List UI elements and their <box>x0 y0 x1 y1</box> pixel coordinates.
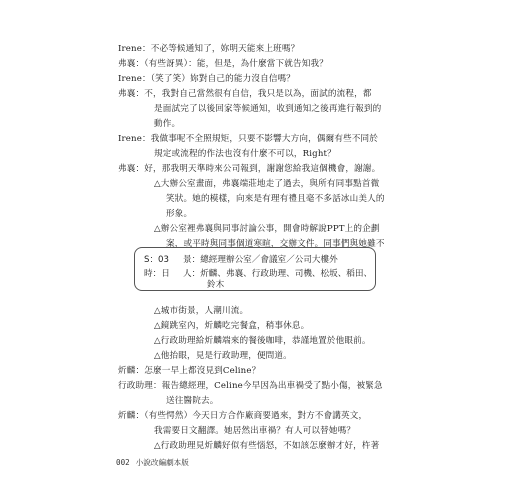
dialogue-line: Irene：不必等候通知了，妳明天能來上班嗎？ <box>118 44 300 54</box>
dialogue-continuation: 我需要日文翻譯。她居然出車禍？有人可以替她嗎？ <box>154 426 356 436</box>
stage-direction-continuation: 笑狀。她的模樣，向來是有理有禮且毫不多話冰山美人的 <box>166 194 385 204</box>
stage-direction-continuation: 案，或平時與同事個道寒暄，交辦文件。同事們與她雖不 <box>166 239 385 249</box>
scene-people-continued: 鈴木 <box>207 280 225 290</box>
scene-number: S：03 <box>144 255 169 265</box>
stage-direction: △行政助理見炘麟好似有些惱怒，不如該怎麼辦才好，杵著 <box>154 441 380 451</box>
dialogue-line: 行政助理：報告總經理，Celine今早因為出車禍受了點小傷，被緊急 <box>118 381 383 391</box>
page-footer <box>116 458 189 468</box>
stage-direction: △大辦公室畫面，弗襄端莊地走了過去，與所有同事點首微 <box>154 179 380 189</box>
stage-direction: △辦公室裡弗襄與同事討論公事，開會時解說PPT上的企劃 <box>154 224 380 234</box>
stage-direction: △他抬眼，見是行政助理，便問道。 <box>154 351 292 361</box>
dialogue-continuation: 送往醫院去。 <box>166 396 219 406</box>
dialogue-continuation: 是面試完了以後回家等候通知，收到通知之後再進行報到的 <box>154 104 382 114</box>
stage-direction: △城市街景，人潮川流。 <box>154 306 249 316</box>
dialogue-line: 弗襄：不，我對自己當然很有自信，我只是以為，面試的流程，都 <box>118 89 372 99</box>
dialogue-line: 弗襄：好，那我明天準時來公司報到，謝謝您給我這個機會，謝謝。 <box>118 164 381 174</box>
dialogue-continuation: 動作。 <box>154 119 181 129</box>
dialogue-line: 弗襄：（有些訝異）：能，但是，為什麼當下就告知我？ <box>118 59 328 69</box>
scene-people: 人：炘麟、弗襄、行政助理、司機、松坂、稻田、 <box>183 269 373 279</box>
book-title: 小說改編劇本版 <box>135 458 189 467</box>
dialogue-line: 炘麟：（有些愕然）今天日方合作廠商要過來，對方不會講英文， <box>118 411 368 421</box>
stage-direction: △行政助理給炘麟端來的餐後咖啡，恭謹地置於他眼前。 <box>154 336 371 346</box>
scene-time: 時：日 <box>144 269 170 279</box>
dialogue-line: 炘麟：怎麼一早上都沒見到Celine？ <box>118 366 261 376</box>
dialogue-line: Irene：我做事呢不全照規矩，只要不影響大方向，偶爾有些不同於 <box>118 134 379 144</box>
stage-direction: △鏡跳室內，炘麟吃完餐盒，稍事休息。 <box>154 321 310 331</box>
dialogue-line: Irene：（笑了笑）妳對自己的能力沒自信嗎？ <box>118 74 296 84</box>
stage-direction-continuation: 形象。 <box>166 209 193 219</box>
scene-heading-box <box>134 247 376 291</box>
page-number: 002 <box>116 458 130 467</box>
scene-place: 景：總經理辦公室／會議室／公司大樓外 <box>183 255 338 265</box>
dialogue-continuation: 規定或流程的作法也沒有什麼不可以，Right？ <box>154 149 336 159</box>
